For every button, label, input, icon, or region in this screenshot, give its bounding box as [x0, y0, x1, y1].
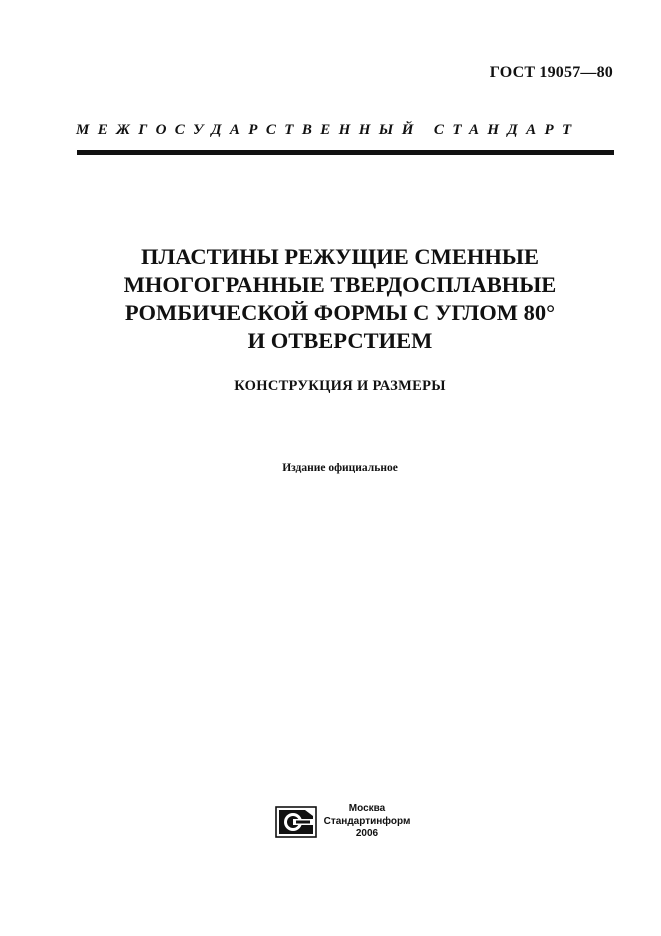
title-line: И ОТВЕРСТИЕМ — [247, 328, 433, 353]
header-divider — [77, 150, 614, 155]
publication-year: 2006 — [355, 828, 379, 839]
document-code: ГОСТ 19057—80 — [489, 64, 613, 81]
title-line: РОМБИЧЕСКОЙ ФОРМЫ С УГЛОМ 80° — [124, 300, 556, 325]
standard-type-heading: МЕЖГОСУДАРСТВЕННЫЙ СТАНДАРТ — [76, 122, 580, 138]
publisher-city: Москва — [348, 803, 386, 814]
edition-note: Издание официальное — [282, 462, 398, 474]
title-line: ПЛАСТИНЫ РЕЖУЩИЕ СМЕННЫЕ — [140, 244, 539, 269]
publisher-info — [322, 803, 412, 841]
publisher-name: Стандартинформ — [323, 815, 411, 827]
document-subtitle: КОНСТРУКЦИЯ И РАЗМЕРЫ — [234, 378, 446, 394]
document-title — [60, 243, 620, 355]
title-line: МНОГОГРАННЫЕ ТВЕРДОСПЛАВНЫЕ — [123, 272, 557, 297]
standartinform-logo-icon — [275, 806, 317, 838]
